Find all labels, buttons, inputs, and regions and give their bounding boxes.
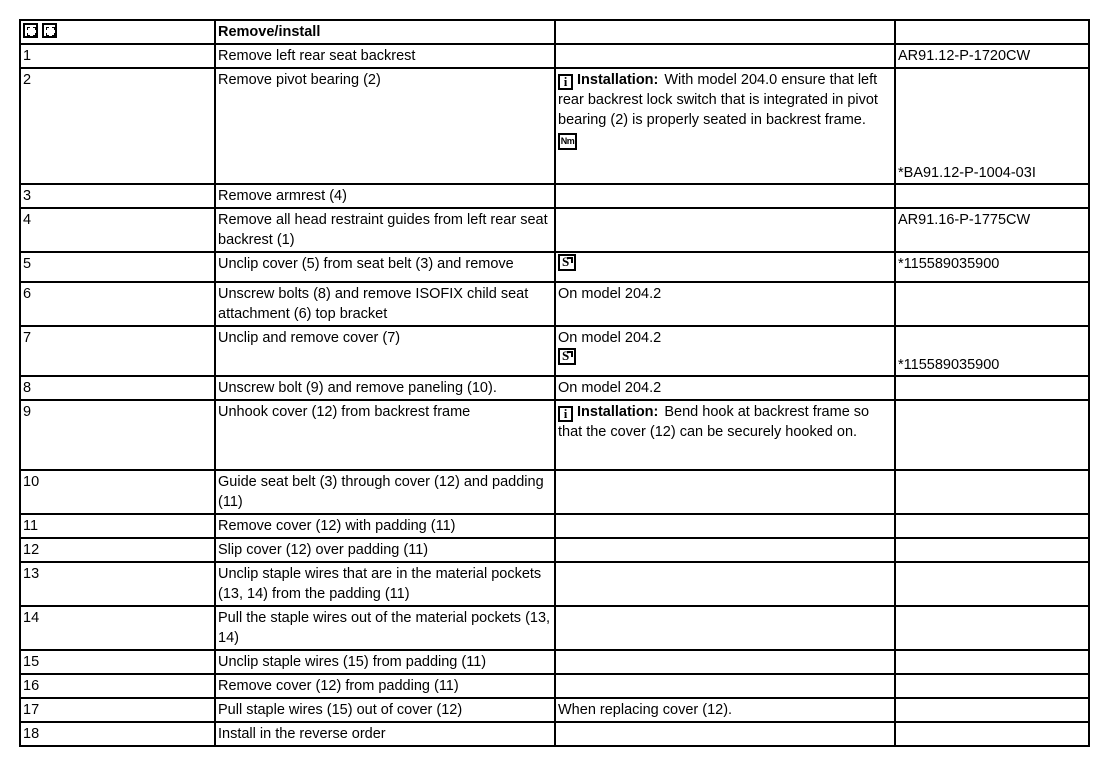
step-note [555, 208, 895, 252]
step-text: Remove cover (12) from padding (11) [215, 674, 555, 698]
table-row [20, 184, 1089, 208]
step-note [555, 44, 895, 68]
step-text: Unscrew bolts (8) and remove ISOFIX child seat attachment (6) top bracket [215, 282, 555, 326]
step-number: 16 [20, 674, 215, 698]
step-text: Remove pivot bearing (2) [215, 68, 555, 184]
step-reference [895, 376, 1089, 400]
step-reference [895, 470, 1089, 514]
table-row [20, 722, 1089, 746]
reference-link[interactable]: *BA91.12-P-1004-03I [898, 165, 1036, 181]
step-number: 11 [20, 514, 215, 538]
table-row [20, 538, 1089, 562]
table-row [20, 698, 1089, 722]
step-text: Unclip staple wires that are in the material pockets (13, 14) from the padding (11) [215, 562, 555, 606]
step-note: On model 204.2 [555, 376, 895, 400]
step-number: 7 [20, 326, 215, 376]
step-reference [895, 326, 1089, 376]
step-number: 6 [20, 282, 215, 326]
procedure-table [19, 19, 1090, 747]
installation-label: Installation: [577, 404, 659, 420]
step-note [555, 562, 895, 606]
step-note [555, 184, 895, 208]
step-note [555, 400, 895, 470]
table-row [20, 252, 1089, 282]
step-number: 13 [20, 562, 215, 606]
step-number: 18 [20, 722, 215, 746]
step-text: Unhook cover (12) from backrest frame [215, 400, 555, 470]
step-reference[interactable]: AR91.12-P-1720CW [895, 44, 1089, 68]
special-tool-icon[interactable] [558, 254, 576, 271]
step-reference [895, 514, 1089, 538]
step-number: 3 [20, 184, 215, 208]
step-text: Remove all head restraint guides from left rear seat backrest (1) [215, 208, 555, 252]
step-reference [895, 68, 1089, 184]
header-row [20, 20, 1089, 44]
table-row [20, 282, 1089, 326]
step-reference [895, 674, 1089, 698]
header-title: Remove/install [215, 20, 555, 44]
step-text: Guide seat belt (3) through cover (12) and padding (11) [215, 470, 555, 514]
step-text: Pull staple wires (15) out of cover (12) [215, 698, 555, 722]
collapse-icon[interactable] [42, 23, 57, 38]
step-reference [895, 722, 1089, 746]
step-note [555, 252, 895, 282]
special-tool-icon[interactable] [558, 348, 576, 365]
installation-note: With model 204.0 ensure that left rear backrest lock switch that is integrated in pivot bearing (2) is properly seated in backrest frame. [558, 72, 878, 128]
step-text: Unclip cover (5) from seat belt (3) and remove [215, 252, 555, 282]
step-text: Remove left rear seat backrest [215, 44, 555, 68]
installation-label: Installation: [577, 72, 659, 88]
table-row [20, 44, 1089, 68]
step-note: When replacing cover (12). [555, 698, 895, 722]
step-note [555, 470, 895, 514]
step-number: 17 [20, 698, 215, 722]
step-note [555, 514, 895, 538]
step-reference[interactable]: AR91.16-P-1775CW [895, 208, 1089, 252]
step-reference [895, 538, 1089, 562]
step-note [555, 650, 895, 674]
table-row [20, 470, 1089, 514]
step-number: 4 [20, 208, 215, 252]
step-note [555, 538, 895, 562]
step-number: 14 [20, 606, 215, 650]
step-reference [895, 400, 1089, 470]
step-number: 9 [20, 400, 215, 470]
step-note [555, 68, 895, 184]
step-number: 12 [20, 538, 215, 562]
step-reference [895, 562, 1089, 606]
step-text: Unscrew bolt (9) and remove paneling (10). [215, 376, 555, 400]
table-row [20, 606, 1089, 650]
step-number: 10 [20, 470, 215, 514]
torque-icon[interactable]: Nm [558, 133, 577, 150]
step-number: 1 [20, 44, 215, 68]
step-reference[interactable]: *115589035900 [895, 252, 1089, 282]
step-text: Unclip staple wires (15) from padding (11) [215, 650, 555, 674]
step-note [555, 674, 895, 698]
info-icon: i [558, 74, 573, 90]
step-note: On model 204.2 [555, 282, 895, 326]
step-note [555, 606, 895, 650]
step-text: Unclip and remove cover (7) [215, 326, 555, 376]
table-row [20, 376, 1089, 400]
table-row [20, 674, 1089, 698]
table-row [20, 650, 1089, 674]
step-text: Install in the reverse order [215, 722, 555, 746]
header-note-cell [555, 20, 895, 44]
step-reference [895, 282, 1089, 326]
header-icons-cell [20, 20, 215, 44]
header-ref-cell [895, 20, 1089, 44]
step-number: 8 [20, 376, 215, 400]
step-reference [895, 650, 1089, 674]
installation-note: Bend hook at backrest frame so that the cover (12) can be securely hooked on. [558, 404, 870, 440]
step-reference [895, 184, 1089, 208]
step-text: Pull the staple wires out of the material pockets (13, 14) [215, 606, 555, 650]
step-text: Remove armrest (4) [215, 184, 555, 208]
expand-icon[interactable] [23, 23, 38, 38]
table-row [20, 400, 1089, 470]
step-reference [895, 698, 1089, 722]
step-note [555, 326, 895, 376]
step-number: 5 [20, 252, 215, 282]
table-row [20, 208, 1089, 252]
step-text: Slip cover (12) over padding (11) [215, 538, 555, 562]
model-note: On model 204.2 [558, 330, 662, 346]
step-reference [895, 606, 1089, 650]
reference-link[interactable]: *115589035900 [898, 357, 1000, 373]
step-number: 2 [20, 68, 215, 184]
info-icon: i [558, 406, 573, 422]
table-row [20, 326, 1089, 376]
table-row [20, 514, 1089, 538]
step-note [555, 722, 895, 746]
table-row [20, 562, 1089, 606]
table-row [20, 68, 1089, 184]
step-text: Remove cover (12) with padding (11) [215, 514, 555, 538]
step-number: 15 [20, 650, 215, 674]
